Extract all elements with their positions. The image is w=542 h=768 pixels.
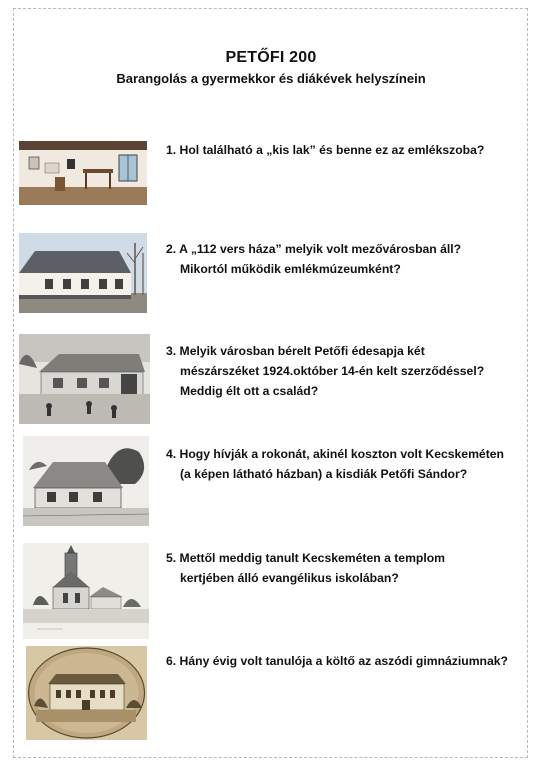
question-4-line-2: (a képen látható házban) a kisdiák Petőfi Sándor? (180, 467, 468, 481)
memorial-room-photo (19, 141, 147, 205)
question-2-line-2: Mikortól működik emlékmúzeumként? (180, 262, 401, 276)
question-5 (166, 548, 536, 588)
question-6 (166, 651, 536, 671)
question-6-line-1: 6. Hány évig volt tanulója a költő az aszódi gimnáziumnak? (166, 654, 508, 668)
question-2-line-1: 2. A „112 vers háza” melyik volt mezővárosban áll? (166, 242, 462, 256)
evangelical-school-drawing (23, 543, 149, 639)
butcher-shop-street-drawing (19, 334, 150, 424)
page-subtitle: Barangolás a gyermekkor és diákévek helyszínein (116, 71, 426, 86)
page-title: PETŐFI 200 (225, 49, 317, 66)
question-5-line-2: kertjében álló evangélikus iskolában? (180, 571, 399, 585)
aszod-gymnasium-engraving (26, 646, 147, 740)
question-2 (166, 239, 536, 279)
question-3-line-2: mészárszéket 1924.október 14-én kelt szerződéssel? (180, 364, 485, 378)
house-112-poems-photo (19, 233, 147, 313)
kecskemet-house-drawing (23, 436, 149, 526)
question-4 (166, 444, 536, 484)
question-5-line-1: 5. Mettől meddig tanult Kecskeméten a templom (166, 551, 446, 565)
question-3-line-3: Meddig élt ott a család? (180, 384, 319, 398)
question-3-line-1: 3. Melyik városban bérelt Petőfi édesapja két (166, 344, 425, 358)
question-1-line-1: 1. Hol található a „kis lak” és benne ez az emlékszoba? (166, 143, 485, 157)
question-1 (166, 140, 536, 160)
question-4-line-1: 4. Hogy hívják a rokonát, akinél koszton volt Kecskeméten (166, 447, 504, 461)
question-3 (166, 341, 536, 401)
